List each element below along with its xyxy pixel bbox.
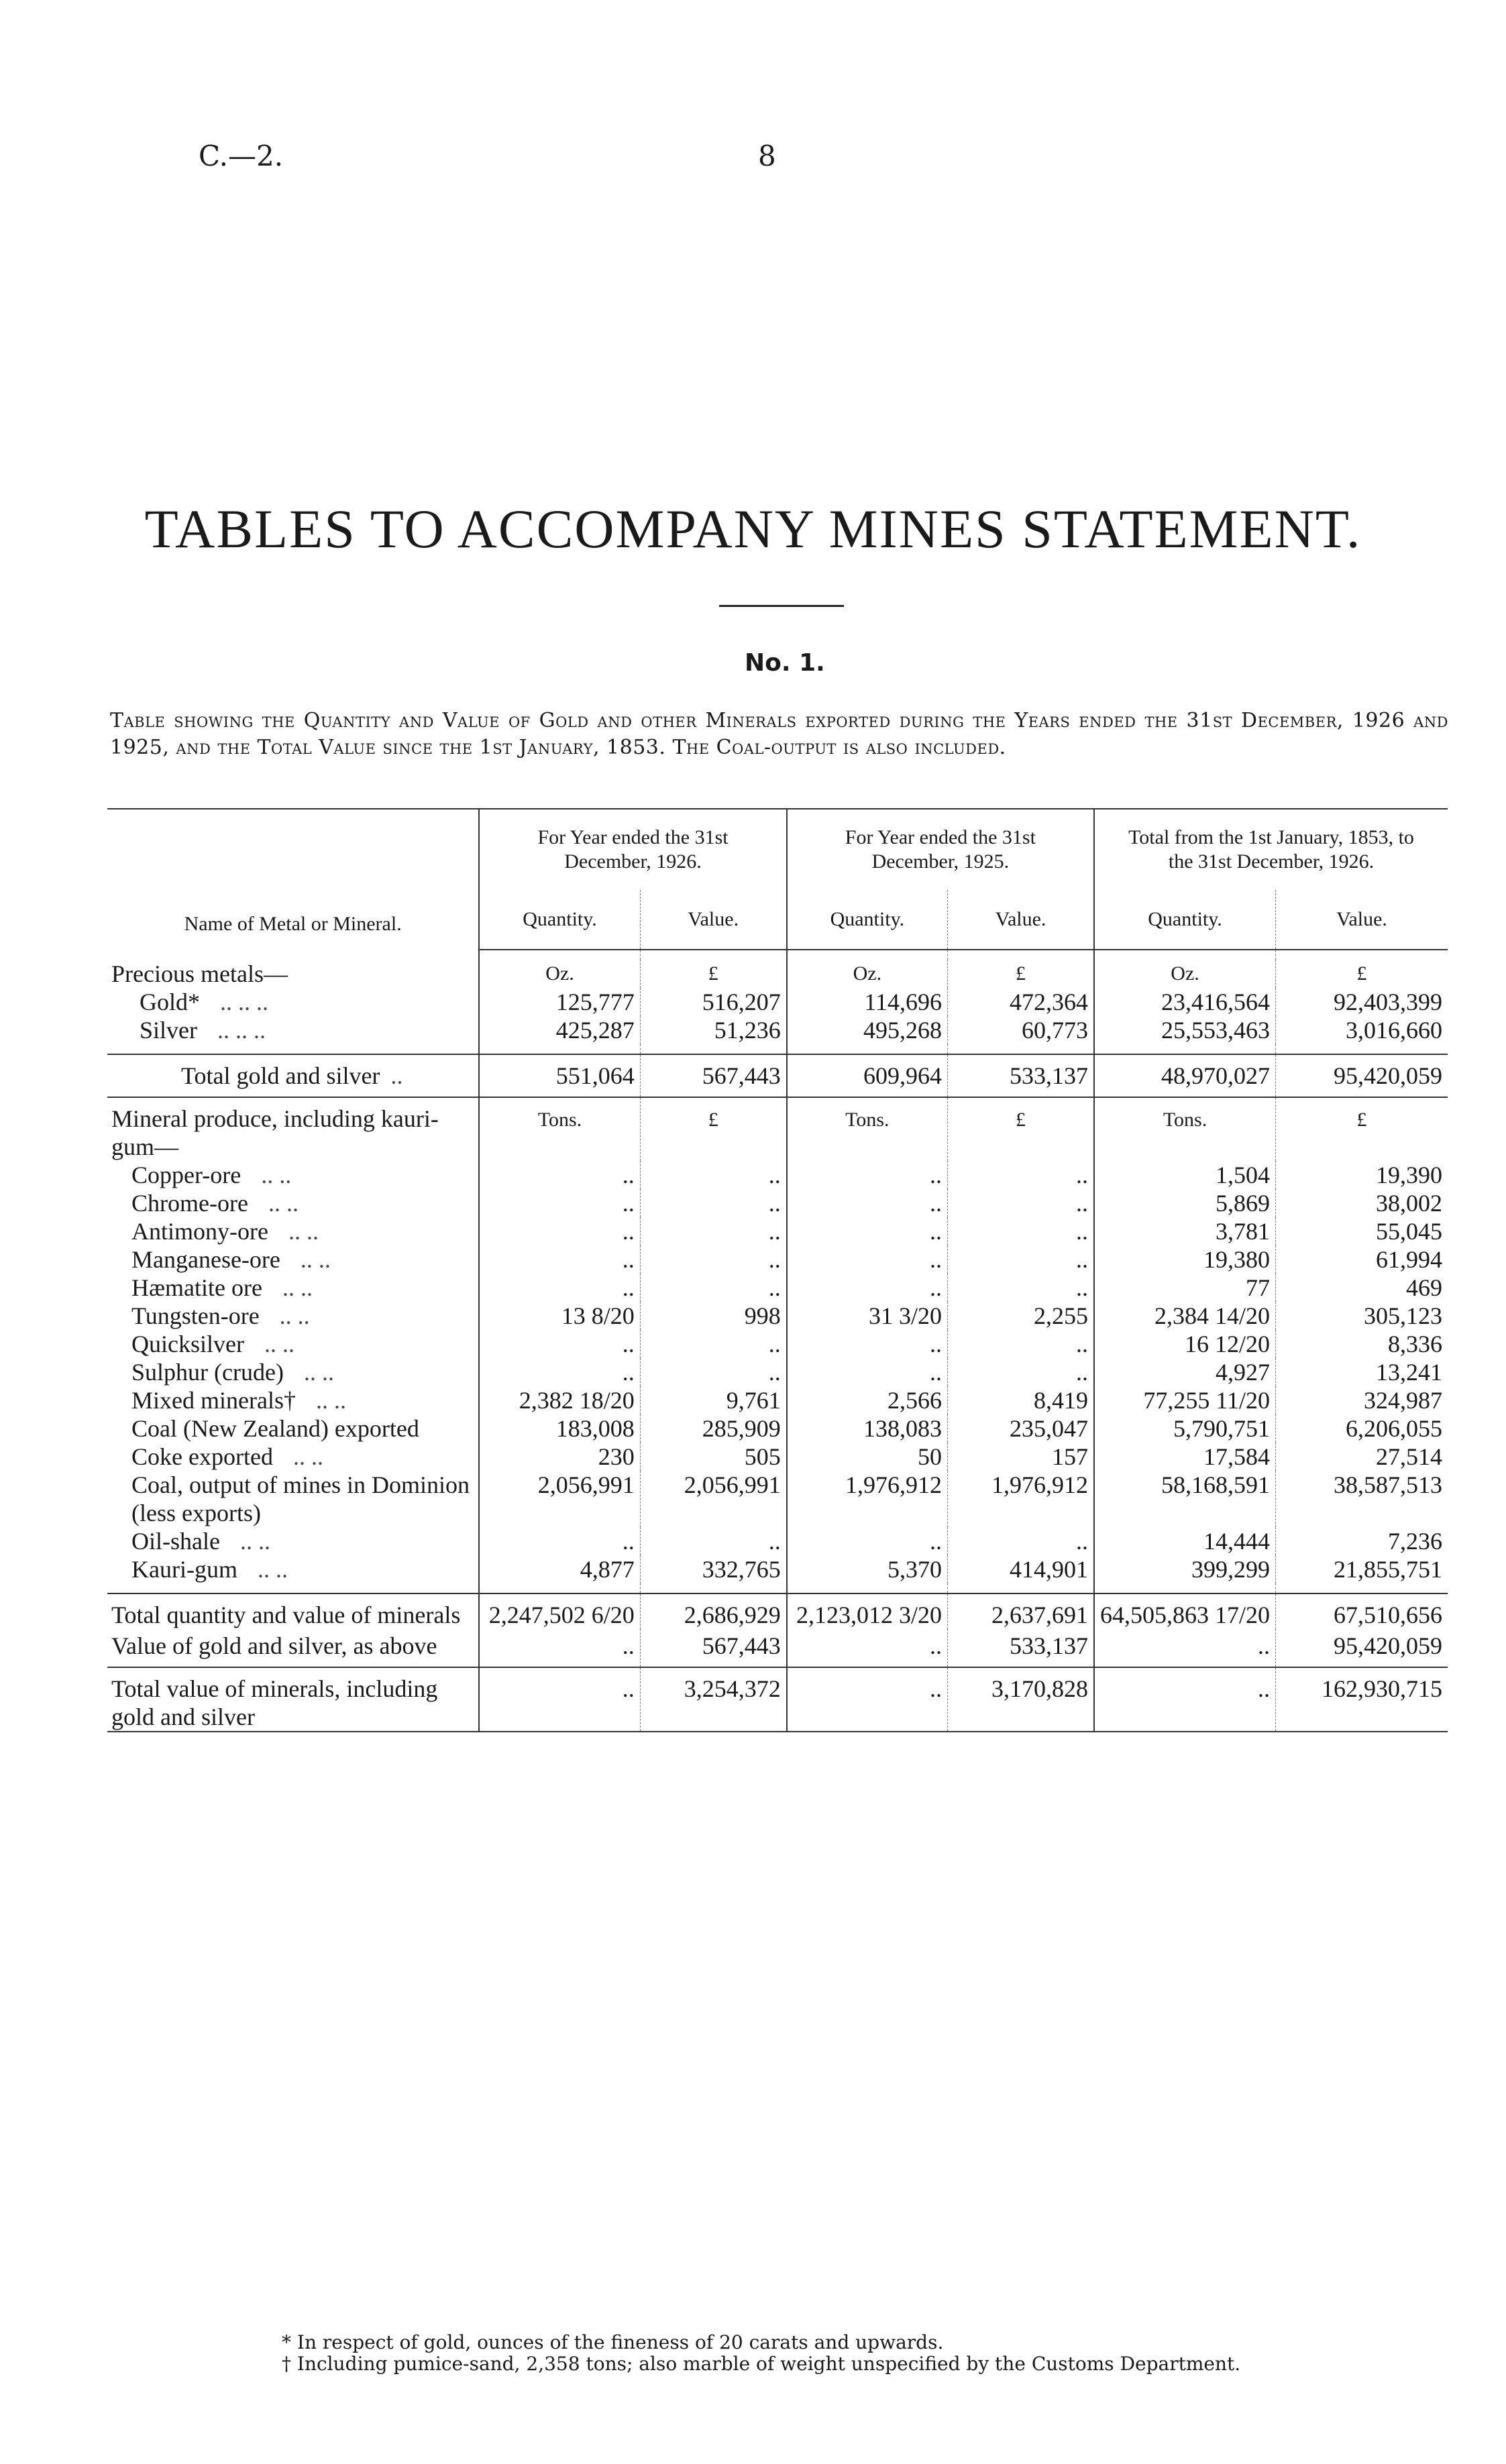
grand-total-value-cell: ..: [479, 1667, 640, 1732]
value-cell: 183,008: [479, 1414, 640, 1443]
section-heading-precious: Precious metals—: [111, 960, 288, 987]
total-minerals-row: [107, 1593, 1448, 1629]
unit-label: £: [640, 1097, 786, 1161]
value-cell: 157: [948, 1443, 1094, 1471]
value-cell: 16 12/20: [1094, 1330, 1276, 1358]
mineral-name: [107, 1302, 479, 1330]
value-cell: ..: [640, 1330, 786, 1358]
column-header-quantity: Quantity.: [479, 890, 640, 950]
grand-total-value-cell: ..: [787, 1667, 948, 1732]
document-reference: C.—2.: [199, 139, 284, 172]
value-cell: 25,553,463: [1094, 1016, 1276, 1044]
value-cell: 17,584: [1094, 1443, 1276, 1471]
value-cell: 5,790,751: [1094, 1414, 1276, 1443]
value-cell: 2,056,991: [479, 1471, 640, 1527]
value-cell: 3,781: [1094, 1217, 1276, 1245]
value-cell: ..: [948, 1527, 1094, 1555]
grand-total-value-cell: ..: [1094, 1667, 1276, 1732]
unit-label: Tons.: [787, 1097, 948, 1161]
column-group-header: For Year ended the 31st December, 1926.: [479, 809, 786, 890]
value-cell: ..: [479, 1217, 640, 1245]
value-cell: 125,777: [479, 988, 640, 1016]
value-cell: 414,901: [948, 1555, 1094, 1583]
value-cell: ..: [479, 1330, 640, 1358]
value-cell: 2,384 14/20: [1094, 1302, 1276, 1330]
value-cell: ..: [479, 1245, 640, 1274]
value-cell: 235,047: [948, 1414, 1094, 1443]
leader-dots: .. .. ..: [220, 989, 268, 1015]
spacer-cell: [787, 1583, 948, 1593]
leader-dots: .. ..: [268, 1190, 299, 1217]
grand-total-value-cell: 3,254,372: [640, 1667, 786, 1732]
value-cell: ..: [640, 1189, 786, 1217]
value-cell: ..: [640, 1527, 786, 1555]
mineral-name: [107, 1414, 479, 1443]
total-value-cell: 95,420,059: [1276, 1054, 1448, 1097]
leader-dots: .. ..: [300, 1246, 331, 1273]
value-cell: 5,869: [1094, 1189, 1276, 1217]
value-cell: 95,420,059: [1276, 1629, 1448, 1667]
value-cell: 399,299: [1094, 1555, 1276, 1583]
total-value-cell: 67,510,656: [1276, 1593, 1448, 1629]
value-cell: 230: [479, 1443, 640, 1471]
value-cell: 13 8/20: [479, 1302, 640, 1330]
table-row: [107, 1302, 1448, 1330]
mineral-name: [107, 1245, 479, 1274]
mineral-name: [107, 1471, 479, 1527]
unit-label: Oz.: [1094, 960, 1276, 988]
gold-silver-value-label: Value of gold and silver, as above: [111, 1632, 437, 1659]
spacer-cell: [479, 950, 640, 960]
value-cell: 516,207: [640, 988, 786, 1016]
spacer-cell: [787, 1044, 948, 1054]
leader-dots: .. ..: [315, 1387, 346, 1414]
unit-label: £: [1276, 1097, 1448, 1161]
section-heading-minerals: Mineral produce, including kauri-gum—: [107, 1097, 479, 1161]
value-cell: 4,877: [479, 1555, 640, 1583]
value-cell: 77,255 11/20: [1094, 1386, 1276, 1414]
value-cell: 23,416,564: [1094, 988, 1276, 1016]
grand-total-value-cell: 162,930,715: [1276, 1667, 1448, 1732]
mineral-label: Coke exported: [131, 1443, 273, 1470]
unit-label: Tons.: [1094, 1097, 1276, 1161]
column-header-value: Value.: [1276, 890, 1448, 950]
value-cell: ..: [479, 1274, 640, 1302]
value-cell: ..: [479, 1527, 640, 1555]
value-cell: ..: [640, 1217, 786, 1245]
value-cell: ..: [640, 1245, 786, 1274]
column-header-quantity: Quantity.: [787, 890, 948, 950]
value-cell: ..: [948, 1245, 1094, 1274]
table-header-row: [107, 809, 1448, 890]
value-cell: 7,236: [1276, 1527, 1448, 1555]
table-row: [107, 1217, 1448, 1245]
mineral-label: Hæmatite ore: [131, 1274, 262, 1301]
mineral-label: Gold*: [140, 989, 200, 1015]
total-value-cell: 567,443: [640, 1054, 786, 1097]
value-cell: ..: [787, 1217, 948, 1245]
total-gold-silver-label: Total gold and silver: [181, 1062, 380, 1089]
mineral-label: Coal, output of mines in Dominion (less exports): [131, 1471, 470, 1526]
value-cell: 27,514: [1276, 1443, 1448, 1471]
value-cell: ..: [479, 1358, 640, 1386]
mineral-name: [107, 1189, 479, 1217]
table-row: [107, 1555, 1448, 1583]
total-label: [107, 1054, 479, 1097]
value-cell: 533,137: [948, 1629, 1094, 1667]
value-cell: 55,045: [1276, 1217, 1448, 1245]
value-cell: 60,773: [948, 1016, 1094, 1044]
value-cell: ..: [948, 1217, 1094, 1245]
total-value-cell: 551,064: [479, 1054, 640, 1097]
mineral-name: [107, 988, 479, 1016]
value-cell: 1,504: [1094, 1161, 1276, 1189]
leader-dots: .. ..: [288, 1218, 319, 1245]
value-cell: 9,761: [640, 1386, 786, 1414]
table-row: [107, 1414, 1448, 1443]
table-row: [107, 988, 1448, 1016]
column-group-header: Total from the 1st January, 1853, to the 31st December, 1926.: [1094, 809, 1448, 890]
value-cell: ..: [787, 1274, 948, 1302]
spacer-cell: [1276, 1583, 1448, 1593]
mineral-label: Quicksilver: [131, 1331, 244, 1357]
spacer-cell: [948, 950, 1094, 960]
value-cell: ..: [640, 1161, 786, 1189]
value-cell: ..: [479, 1161, 640, 1189]
value-cell: 5,370: [787, 1555, 948, 1583]
mineral-label: Oil-shale: [131, 1528, 220, 1555]
value-cell: 305,123: [1276, 1302, 1448, 1330]
spacer-cell: [479, 1044, 640, 1054]
mineral-label: Chrome-ore: [131, 1190, 248, 1217]
value-cell: ..: [787, 1189, 948, 1217]
leader-dots: .. ..: [303, 1359, 334, 1386]
unit-label: Oz.: [787, 960, 948, 988]
total-value-cell: 2,247,502 6/20: [479, 1593, 640, 1629]
value-cell: 13,241: [1276, 1358, 1448, 1386]
spacer-cell: [1276, 950, 1448, 960]
value-cell: 38,002: [1276, 1189, 1448, 1217]
value-cell: ..: [787, 1245, 948, 1274]
value-cell: 61,994: [1276, 1245, 1448, 1274]
value-cell: ..: [640, 1358, 786, 1386]
mineral-label: Manganese-ore: [131, 1246, 280, 1273]
title-rule: [719, 605, 844, 607]
value-cell: 1,976,912: [787, 1471, 948, 1527]
value-cell: 8,336: [1276, 1330, 1448, 1358]
spacer-cell: [1094, 950, 1276, 960]
value-cell: 77: [1094, 1274, 1276, 1302]
value-cell: 998: [640, 1302, 786, 1330]
table-caption: Table showing the Quantity and Value of Gold and other Minerals exported during the Years ended the 31st December, 1926 and 1925, and the Total Value since the 1st January, 1853. The Coal-output is also included.: [110, 709, 1448, 759]
value-cell: 58,168,591: [1094, 1471, 1276, 1527]
spacer-cell: [1276, 1044, 1448, 1054]
value-cell: 14,444: [1094, 1527, 1276, 1555]
value-cell: ..: [787, 1358, 948, 1386]
value-cell: 8,419: [948, 1386, 1094, 1414]
value-cell: ..: [1094, 1629, 1276, 1667]
total-value-cell: 2,686,929: [640, 1593, 786, 1629]
unit-label: Tons.: [479, 1097, 640, 1161]
value-cell: ..: [948, 1330, 1094, 1358]
value-cell: ..: [787, 1330, 948, 1358]
table-row: [107, 1527, 1448, 1555]
leader-dots: .. ..: [279, 1302, 310, 1329]
mineral-label: Copper-ore: [131, 1162, 241, 1188]
value-cell: ..: [479, 1189, 640, 1217]
spacer-cell: [479, 1583, 640, 1593]
column-header-value: Value.: [948, 890, 1094, 950]
leader-dots: ..: [390, 1062, 403, 1089]
leader-dots: .. ..: [261, 1162, 292, 1188]
table-row: [107, 1358, 1448, 1386]
mineral-label: Kauri-gum: [131, 1556, 237, 1583]
total-value-cell: 609,964: [787, 1054, 948, 1097]
table-row: [107, 1471, 1448, 1527]
column-header-value: Value.: [640, 890, 786, 950]
grand-total-label: Total value of minerals, including gold and silver: [107, 1667, 479, 1732]
table-row: [107, 1161, 1448, 1189]
gap-row: [107, 1044, 1448, 1054]
table-number: No. 1.: [745, 649, 825, 677]
total-value-cell: 533,137: [948, 1054, 1094, 1097]
spacer-cell: [787, 950, 948, 960]
value-cell: ..: [787, 1629, 948, 1667]
column-group-header: For Year ended the 31st December, 1925.: [787, 809, 1094, 890]
value-cell: 21,855,751: [1276, 1555, 1448, 1583]
value-cell: ..: [787, 1527, 948, 1555]
value-cell: 6,206,055: [1276, 1414, 1448, 1443]
leader-dots: .. ..: [292, 1443, 323, 1470]
value-cell: 472,364: [948, 988, 1094, 1016]
section-heading-row: [107, 950, 1448, 960]
value-cell: 2,255: [948, 1302, 1094, 1330]
leader-dots: .. .. ..: [217, 1017, 266, 1044]
leader-dots: .. ..: [239, 1528, 270, 1555]
value-cell: 19,390: [1276, 1161, 1448, 1189]
mineral-name: [107, 1555, 479, 1583]
value-cell: 92,403,399: [1276, 988, 1448, 1016]
value-cell: ..: [479, 1629, 640, 1667]
leader-dots: .. ..: [282, 1274, 313, 1301]
table-row: [107, 1245, 1448, 1274]
page-number: 8: [758, 139, 776, 172]
mineral-name: [107, 1358, 479, 1386]
spacer-cell: [1094, 1044, 1276, 1054]
mineral-name: [107, 1330, 479, 1358]
gap-row: [107, 1583, 1448, 1593]
mineral-label: Silver: [140, 1017, 197, 1044]
mineral-label: Mixed minerals†: [131, 1387, 296, 1414]
mineral-name: [107, 1217, 479, 1245]
table-row: [107, 1274, 1448, 1302]
mineral-name: [107, 1527, 479, 1555]
value-cell: ..: [640, 1274, 786, 1302]
spacer-cell: [107, 1044, 479, 1054]
leader-dots: .. ..: [257, 1556, 288, 1583]
value-cell: 567,443: [640, 1629, 786, 1667]
value-cell: 2,056,991: [640, 1471, 786, 1527]
value-cell: 324,987: [1276, 1386, 1448, 1414]
unit-label: £: [640, 960, 786, 988]
table-row: [107, 1016, 1448, 1044]
mineral-name: [107, 1161, 479, 1189]
leader-dots: .. ..: [264, 1331, 294, 1357]
value-cell: 114,696: [787, 988, 948, 1016]
spacer-cell: [948, 1583, 1094, 1593]
value-cell: 38,587,513: [1276, 1471, 1448, 1527]
minerals-table: [107, 808, 1448, 1732]
mineral-label: Antimony-ore: [131, 1218, 268, 1245]
unit-label: Oz.: [479, 960, 640, 988]
mineral-label: Tungsten-ore: [131, 1302, 260, 1329]
page-title: TABLES TO ACCOMPANY MINES STATEMENT.: [144, 498, 1362, 559]
gold-silver-value-row: [107, 1629, 1448, 1667]
mineral-name: [107, 1386, 479, 1414]
spacer-cell: [1094, 1583, 1276, 1593]
value-cell: 4,927: [1094, 1358, 1276, 1386]
spacer-cell: [640, 1044, 786, 1054]
total-value-cell: 48,970,027: [1094, 1054, 1276, 1097]
footnote-gold: * In respect of gold, ounces of the fineness of 20 carats and upwards.: [282, 2331, 944, 2353]
unit-label: £: [948, 1097, 1094, 1161]
total-minerals-label: Total quantity and value of minerals: [107, 1593, 479, 1629]
value-cell: 285,909: [640, 1414, 786, 1443]
value-cell: 19,380: [1094, 1245, 1276, 1274]
value-cell: 505: [640, 1443, 786, 1471]
mineral-name: [107, 1016, 479, 1044]
spacer-cell: [640, 950, 786, 960]
value-cell: 1,976,912: [948, 1471, 1094, 1527]
table-row: [107, 1189, 1448, 1217]
value-cell: ..: [787, 1161, 948, 1189]
total-value-cell: 2,123,012 3/20: [787, 1593, 948, 1629]
mineral-label: Sulphur (crude): [131, 1359, 284, 1386]
value-cell: 50: [787, 1443, 948, 1471]
footnote-mixed-minerals: † Including pumice-sand, 2,358 tons; also marble of weight unspecified by the Customs Department.: [282, 2353, 1241, 2375]
grand-total-row: [107, 1667, 1448, 1732]
table-row: [107, 1386, 1448, 1414]
spacer-cell: [107, 1583, 479, 1593]
spacer-cell: [107, 950, 479, 960]
value-cell: 138,083: [787, 1414, 948, 1443]
section-heading-row: [107, 1097, 1448, 1161]
section-heading-row: [107, 960, 1448, 988]
table-row: [107, 1443, 1448, 1471]
total-gold-silver-row: [107, 1054, 1448, 1097]
value-cell: 3,016,660: [1276, 1016, 1448, 1044]
value-cell: ..: [948, 1189, 1094, 1217]
value-cell: 495,268: [787, 1016, 948, 1044]
value-cell: 2,382 18/20: [479, 1386, 640, 1414]
value-cell: 425,287: [479, 1016, 640, 1044]
value-cell: ..: [948, 1161, 1094, 1189]
value-cell: 51,236: [640, 1016, 786, 1044]
total-value-cell: 64,505,863 17/20: [1094, 1593, 1276, 1629]
table-row: [107, 1330, 1448, 1358]
column-header-quantity: Quantity.: [1094, 890, 1276, 950]
column-header-name: Name of Metal or Mineral.: [107, 809, 479, 950]
mineral-label: Coal (New Zealand) exported: [131, 1415, 419, 1442]
value-cell: 31 3/20: [787, 1302, 948, 1330]
value-cell: 469: [1276, 1274, 1448, 1302]
mineral-name: [107, 1274, 479, 1302]
spacer-cell: [948, 1044, 1094, 1054]
unit-label: £: [948, 960, 1094, 988]
value-cell: 332,765: [640, 1555, 786, 1583]
unit-label: £: [1276, 960, 1448, 988]
value-cell: 2,566: [787, 1386, 948, 1414]
value-cell: ..: [948, 1274, 1094, 1302]
spacer-cell: [640, 1583, 786, 1593]
grand-total-value-cell: 3,170,828: [948, 1667, 1094, 1732]
mineral-name: [107, 1443, 479, 1471]
total-value-cell: 2,637,691: [948, 1593, 1094, 1629]
value-cell: ..: [948, 1358, 1094, 1386]
